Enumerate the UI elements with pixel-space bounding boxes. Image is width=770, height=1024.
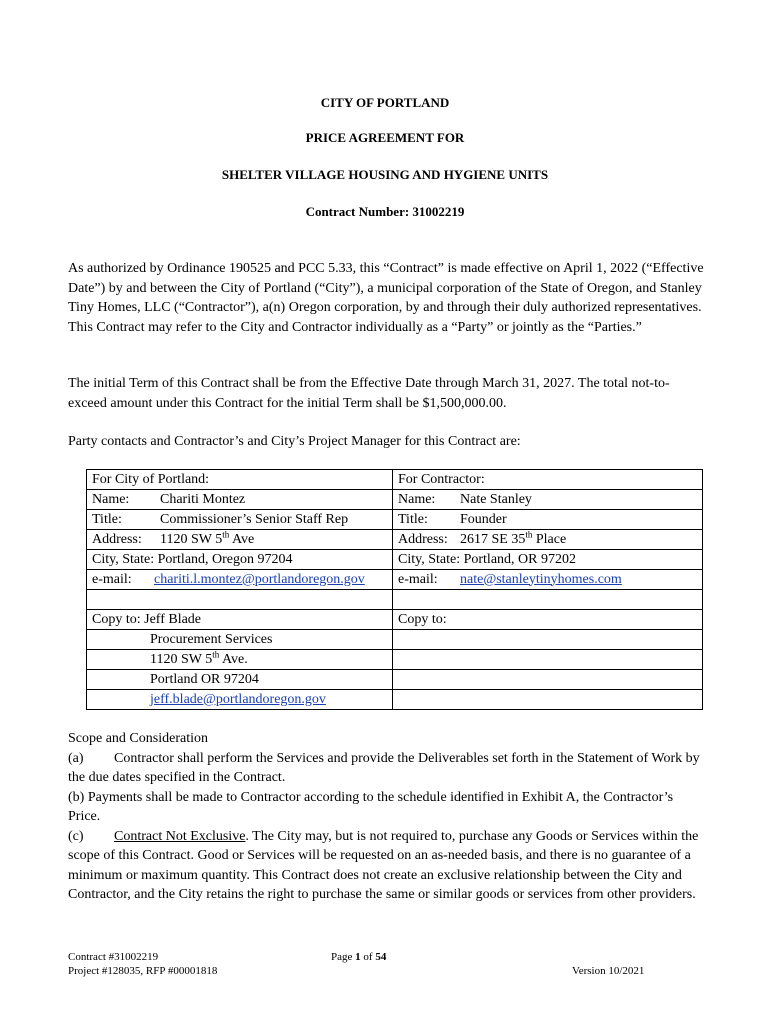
contacts-intro — [68, 432, 704, 452]
scope-c-label: (c) — [68, 828, 84, 844]
scope-c-text: . The City may, but is not required to, purchase any Goods or Services within the scope of this Contract. Good or Services will be requested on an as-needed basis, and there is no guarantee of a minimum or maximum quantity. This Contract does not create an exclusive relationship between the City and Contractor, and the City retains the right to purchase the same or similar goods or services from other providers. — [68, 828, 699, 902]
contractor-address-sup: th — [525, 528, 533, 539]
city-copy-email-wrap — [92, 692, 326, 708]
header-title: SHELTER VILLAGE HOUSING AND HYGIENE UNITS — [221, 167, 549, 182]
table-row — [87, 650, 703, 670]
contractor-citystate: City, State: Portland, OR 97202 — [393, 550, 703, 570]
empty-cell — [393, 670, 703, 690]
city-address-num: 1120 SW 5 — [160, 531, 223, 547]
empty-cell — [393, 590, 703, 610]
city-address-cell — [87, 530, 393, 550]
footer-left — [68, 950, 217, 978]
term-text: The initial Term of this Contract shall be from the Effective Date through March 31, 2027. The total not-to-exceed amount under this Contract for the initial Term shall be $1,500,000.00. — [68, 376, 670, 411]
contractor-name: Nate Stanley — [460, 491, 532, 507]
contractor-address-cell — [393, 530, 703, 550]
contractor-title: Founder — [460, 511, 507, 527]
contractor-email-link[interactable]: nate@stanleytinyhomes.com — [460, 571, 622, 587]
city-copy-line3-num: 1120 SW 5 — [150, 651, 213, 667]
contractor-address-rest: Place — [532, 531, 567, 547]
table-row — [87, 530, 703, 550]
city-name-cell — [87, 490, 393, 510]
intro-paragraph — [68, 259, 704, 337]
contractor-copy-to: Copy to: — [393, 610, 703, 630]
page-prefix: Page — [331, 951, 356, 963]
contractor-address-num: 2617 SE 35 — [460, 531, 526, 547]
city-email-link[interactable]: chariti.l.montez@portlandoregon.gov — [154, 571, 365, 587]
scope-heading: Scope and Consideration — [68, 731, 208, 746]
city-copy-line3 — [92, 648, 248, 668]
table-row — [87, 610, 703, 630]
scope-c-title: Contract Not Exclusive — [114, 828, 246, 844]
city-copy-line4: Portland OR 97204 — [150, 671, 259, 687]
contract-number: Contract Number: 31002219 — [305, 204, 465, 219]
page-mid: of — [360, 951, 376, 963]
empty-cell — [393, 630, 703, 650]
scope-a — [68, 749, 704, 788]
footer-page — [331, 950, 386, 964]
city-copy-line4-cell — [87, 670, 393, 690]
city-copy-line3-cell — [87, 650, 393, 670]
city-citystate: City, State: Portland, Oregon 97204 — [87, 550, 393, 570]
city-title-cell — [87, 510, 393, 530]
table-row — [87, 690, 703, 710]
table-row — [87, 490, 703, 510]
scope-b: (b) Payments shall be made to Contractor according to the schedule identified in Exhibit A, the Contractor’s Price. — [68, 789, 674, 824]
city-name: Chariti Montez — [160, 491, 246, 507]
intro-text: As authorized by Ordinance 190525 and PCC 5.33, this “Contract” is made effective on April 1, 2022 (“Effective Date”) by and between the City of Portland (“City”), a municipal corporation of the State of Oregon, and Stanley Tiny Homes, LLC (“Contractor”), a(n) Oregon corporation, by and through their duly authorized representatives. This Contract may refer to the City and Contractor individually as a “Party” or jointly as the “Parties.” — [68, 261, 704, 335]
city-address-rest: Ave — [229, 531, 255, 547]
page-total: 54 — [375, 951, 387, 963]
city-copy-line2: Procurement Services — [150, 631, 273, 647]
email-label: e-mail: — [398, 571, 438, 587]
scope-section — [68, 729, 704, 905]
contractor-heading: For Contractor: — [393, 470, 703, 490]
city-copy-line3-sup: th — [212, 648, 220, 659]
table-row — [87, 590, 703, 610]
contractor-email-cell — [393, 570, 703, 590]
email-label: e-mail: — [92, 571, 132, 587]
city-heading: For City of Portland: — [87, 470, 393, 490]
scope-a-label: (a) — [68, 750, 84, 766]
name-label: Name: — [92, 491, 130, 507]
table-row — [87, 570, 703, 590]
city-address-sup: th — [222, 528, 230, 539]
city-copy-email-cell — [87, 690, 393, 710]
scope-c — [68, 827, 704, 905]
footer-project: Project #128035, RFP #00001818 — [68, 965, 218, 977]
title-label: Title: — [92, 511, 122, 527]
empty-cell — [393, 690, 703, 710]
city-title: Commissioner’s Senior Staff Rep — [160, 511, 349, 527]
header-city: CITY OF PORTLAND — [320, 95, 450, 110]
city-copy-line2-cell — [87, 630, 393, 650]
table-row — [87, 550, 703, 570]
table-row — [87, 470, 703, 490]
contacts-intro-text: Party contacts and Contractor’s and City’s Project Manager for this Contract are: — [68, 434, 521, 449]
table-row — [87, 510, 703, 530]
city-copy-email-link[interactable]: jeff.blade@portlandoregon.gov — [150, 691, 326, 707]
empty-cell — [87, 590, 393, 610]
footer-version: Version 10/2021 — [572, 965, 645, 977]
table-row — [87, 670, 703, 690]
city-email-cell — [87, 570, 393, 590]
address-label: Address: — [92, 531, 142, 547]
term-paragraph — [68, 374, 704, 413]
title-label: Title: — [398, 511, 428, 527]
address-label: Address: — [398, 531, 448, 547]
header-agreement: PRICE AGREEMENT FOR — [305, 130, 465, 145]
page-number: 1 — [355, 951, 361, 963]
contractor-title-cell — [393, 510, 703, 530]
empty-cell — [393, 650, 703, 670]
table-row — [87, 630, 703, 650]
footer-contract: Contract #31002219 — [68, 951, 159, 963]
contacts-table — [86, 469, 703, 710]
contractor-name-cell — [393, 490, 703, 510]
city-copy-to: Copy to: Jeff Blade — [87, 610, 393, 630]
name-label: Name: — [398, 491, 436, 507]
city-copy-line3-rest: Ave. — [219, 651, 248, 667]
scope-a-text: Contractor shall perform the Services and provide the Deliverables set forth in the Statement of Work by the due dates specified in the Contract. — [68, 750, 700, 785]
